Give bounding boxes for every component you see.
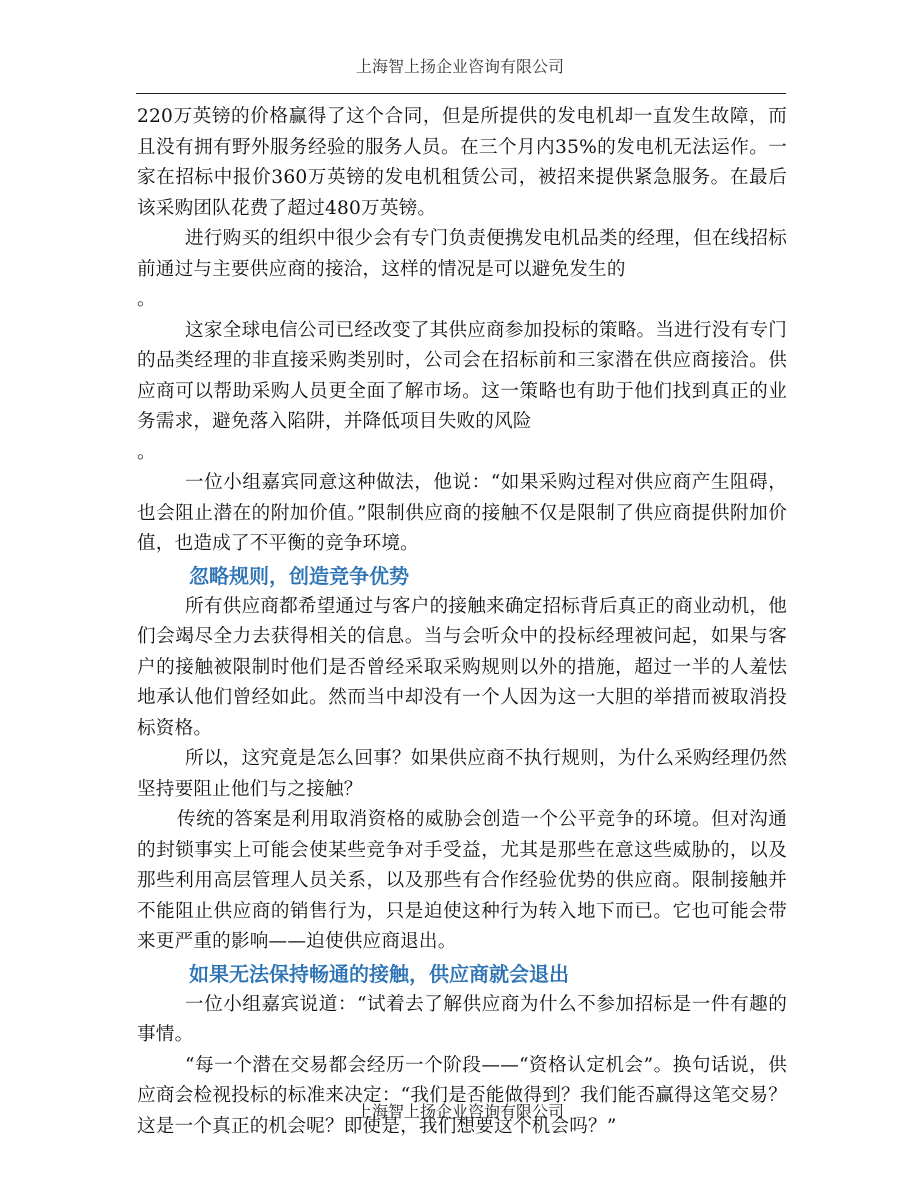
paragraph-8: 一位小组嘉宾说道：“试着去了解供应商为什么不参加招标是一件有趣的事情。 [137, 993, 787, 1045]
header-divider [136, 93, 786, 94]
paragraph-1: 220万英镑的价格赢得了这个合同，但是所提供的发电机却一直发生故障，而且没有拥有野外服务经验的服务人员。在三个月内35%的发电机无法运作。一家在招标中报价360万英镑的发电机租赁公司，被招来提供紧急服务。在最后该采购团队花费了超过480万英镑。 [137, 106, 787, 219]
page-footer: 上海智上扬企业咨询有限公司 [355, 1102, 564, 1121]
paragraph-9: “每一个潜在交易都会经历一个阶段——“资格认定机会”。换句话说，供应商会检视投标的标准来决定：“我们是否能做得到？我们能否赢得这笔交易？这是一个真正的机会呢？即使是，我们想要这个机会吗？” [137, 1054, 787, 1137]
paragraph-6: 所以，这究竟是怎么回事？如果供应商不执行规则，为什么采购经理仍然坚持要阻止他们与之接触？ [137, 748, 787, 800]
paragraph-3-end: 。 [137, 441, 156, 463]
paragraph-4: 一位小组嘉宾同意这种做法，他说：“如果采购过程对供应商产生阻碍，也会阻止潜在的附加价值。”限制供应商的接触不仅是限制了供应商提供附加价值，也造成了不平衡的竞争环境。 [137, 472, 787, 554]
paragraph-3: 这家全球电信公司已经改变了其供应商参加投标的策略。当进行没有专门的品类经理的非直接采购类别时，公司会在招标前和三家潜在供应商接洽。供应商可以帮助采购人员更全面了解市场。这一策略也有助于他们找到真正的业务需求，避免落入陷阱，并降低项目失败的风险 [137, 319, 787, 432]
paragraph-5: 所有供应商都希望通过与客户的接触来确定招标背后真正的商业动机，他们会竭尽全力去获得相关的信息。当与会听众中的投标经理被问起，如果与客户的接触被限制时他们是否曾经采取采购规则以外的措施，超过一半的人羞怯地承认他们曾经如此。然而当中却没有一个人因为这一大胆的举措而被取消投标资格。 [137, 595, 787, 739]
section-heading-2: 如果无法保持畅通的接触，供应商就会退出 [189, 961, 569, 986]
section-heading-1: 忽略规则，创造竞争优势 [189, 563, 409, 588]
paragraph-7: 传统的答案是利用取消资格的威胁会创造一个公平竞争的环境。但对沟通的封锁事实上可能会使某些竞争对手受益，尤其是那些在意这些威胁的，以及那些利用高层管理人员关系，以及那些有合作经验优势的供应商。限制接触并不能阻止供应商的销售行为，只是迫使这种行为转入地下而已。它也可能会带来更严重的影响——迫使供应商退出。 [137, 809, 787, 952]
page-header: 上海智上扬企业咨询有限公司 [355, 57, 564, 76]
paragraph-2-end: 。 [137, 289, 156, 310]
document-body [137, 102, 787, 1142]
paragraph-2: 进行购买的组织中很少会有专门负责便携发电机品类的经理，但在线招标前通过与主要供应商的接洽，这样的情况是可以避免发生的 [137, 228, 787, 280]
